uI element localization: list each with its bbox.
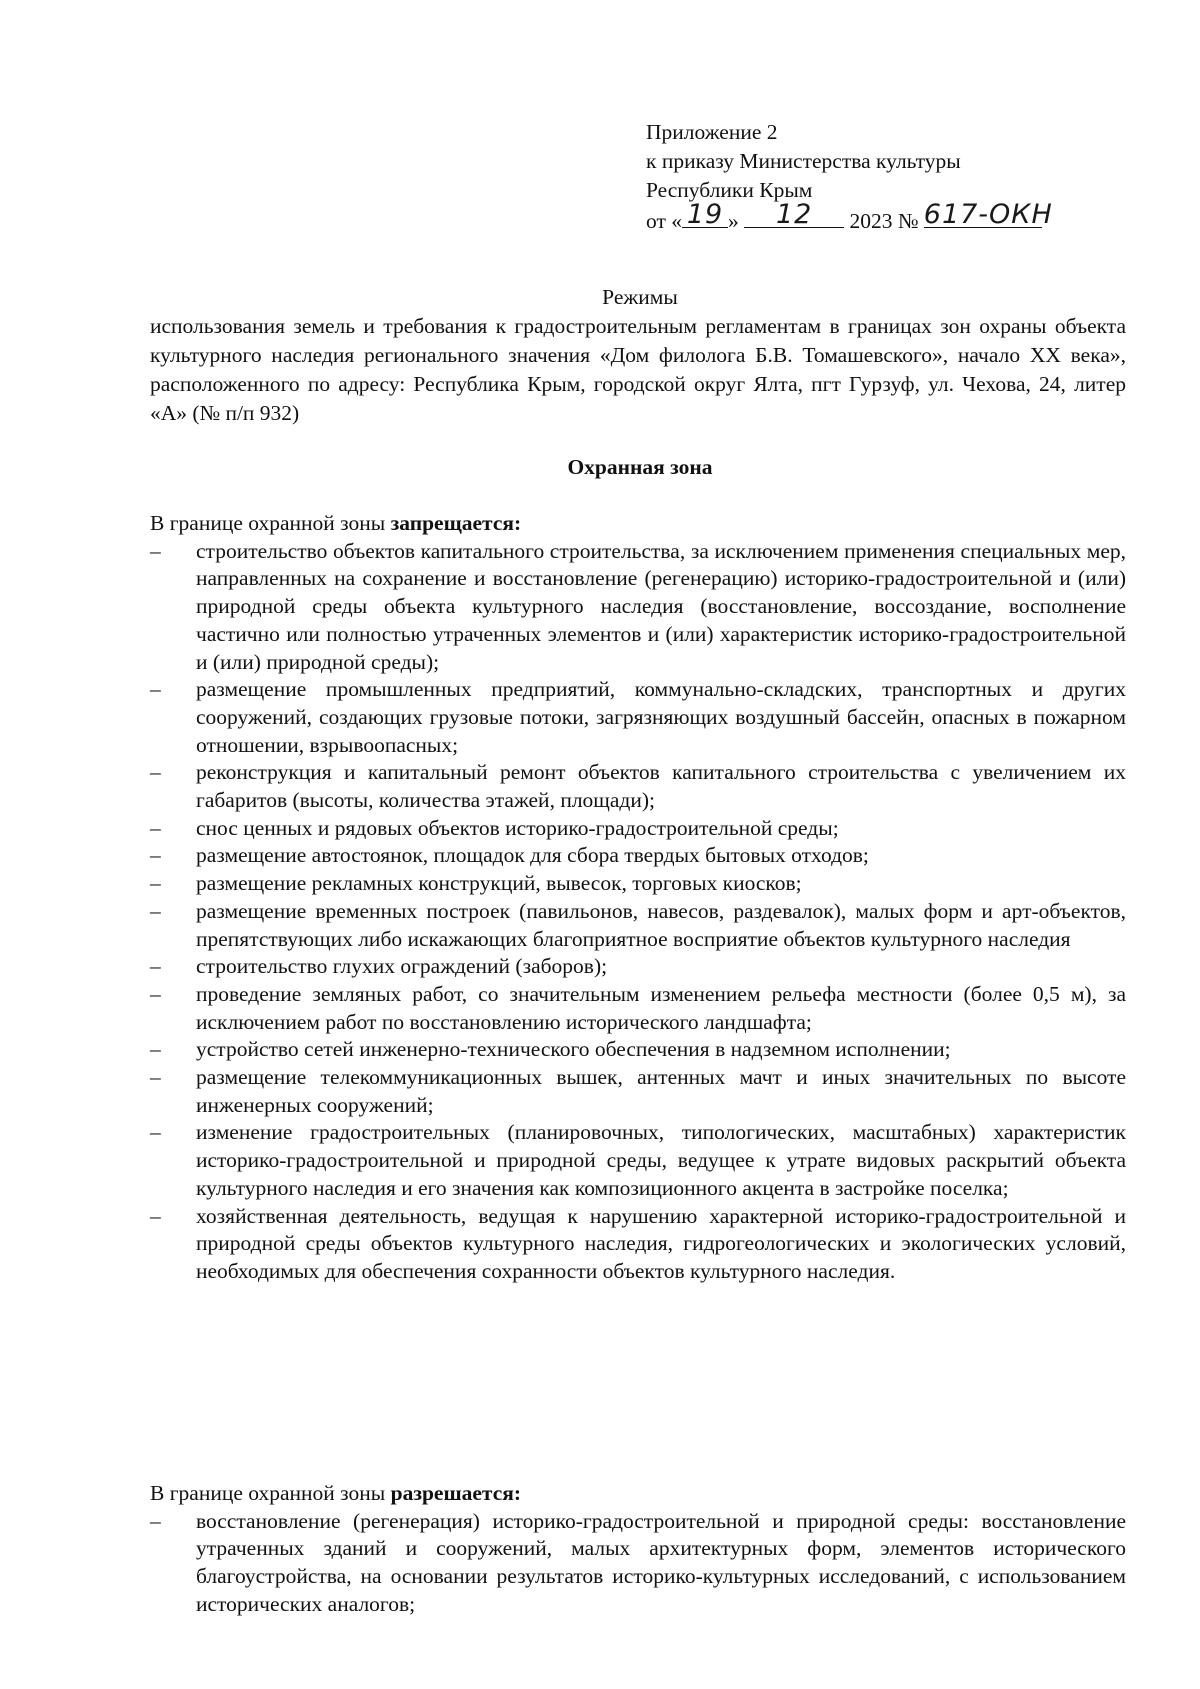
document-title: Режимы	[602, 285, 678, 309]
list-item	[150, 815, 1126, 843]
dash-bullet: –	[150, 1037, 161, 1062]
list-item	[150, 1203, 1126, 1286]
list-item	[150, 981, 1126, 1036]
date-prefix: от «	[646, 209, 682, 233]
permitted-intro-bold: разрешается:	[390, 1481, 522, 1505]
permitted-section	[150, 1480, 1126, 1619]
appendix-header	[646, 118, 1053, 236]
permitted-intro	[150, 1480, 1126, 1508]
list-item	[150, 953, 1126, 981]
list-item-text: восстановление (регенерация) историко-градостроительной и природной среды: восстановление утраченных зданий и сооружений, малых архитектурных форм, элементов исторического благоустройства, на основании результатов историко-культурных исследований, с использованием исторических аналогов;	[196, 1508, 1126, 1616]
document-subtitle: использования земель и требования к градостроительным регламентам в границах зон охраны объекта культурного наследия регионального значения «Дом филолога Б.В. Томашевского», начало XX века», расположенного по адресу: Республика Крым, городской округ Ялта, пгт Гурзуф, ул. Чехова, 24, литер «А» (№ п/п 932)	[150, 314, 1126, 425]
order-date-line	[646, 199, 1053, 236]
date-quote-close: »	[728, 209, 739, 233]
dash-bullet: –	[150, 1508, 161, 1533]
list-item-text: размещение промышленных предприятий, коммунально-складских, транспортных и других сооружений, создающих грузовые потоки, загрязняющих воздушный бассейн, опасных в пожарном отношении, взрывоопасных;	[196, 677, 1126, 757]
list-item-text: размещение телекоммуникационных вышек, антенных мачт и иных значительных по высоте инженерных сооружений;	[196, 1065, 1126, 1117]
prohibited-intro-bold: запрещается:	[390, 511, 522, 535]
date-day-handwritten: 19	[686, 199, 724, 230]
list-item-text: размещение рекламных конструкций, вывесок, торговых киосков;	[196, 871, 802, 896]
list-item-text: размещение временных построек (павильонов, навесов, раздевалок), малых форм и арт-объектов, препятствующих либо искажающих благоприятное восприятие объектов культурного наследия	[196, 898, 1126, 951]
dash-bullet: –	[150, 981, 161, 1006]
list-item-text: хозяйственная деятельность, ведущая к нарушению характерной историко-градостроительной и природной среды объектов культурного наследия, гидрогеологических и экологических условий, необходимых для обеспечения сохранности объектов культурного наследия.	[196, 1203, 1126, 1283]
list-item	[150, 898, 1126, 953]
dash-bullet: –	[150, 1065, 161, 1090]
date-month-handwritten: 12	[775, 199, 813, 230]
dash-bullet: –	[150, 538, 161, 563]
date-year: 2023 №	[849, 209, 919, 233]
permitted-list	[150, 1508, 1126, 1619]
dash-bullet: –	[150, 1120, 161, 1145]
dash-bullet: –	[150, 954, 161, 979]
prohibited-list	[150, 538, 1126, 1286]
prohibited-intro-text: В границе охранной зоны	[150, 511, 391, 535]
list-item-text: реконструкция и капитальный ремонт объектов капитального строительства с увеличением их габаритов (высоты, количества этажей, площади);	[196, 760, 1126, 813]
order-number-handwritten: 617-ОКН	[923, 199, 1053, 230]
dash-bullet: –	[150, 760, 161, 785]
dash-bullet: –	[150, 677, 161, 702]
date-day-field	[682, 199, 728, 230]
list-item-text: размещение автостоянок, площадок для сбора твердых бытовых отходов;	[196, 843, 869, 868]
list-item	[150, 1119, 1126, 1202]
prohibited-section	[150, 510, 1126, 1286]
list-item	[150, 1064, 1126, 1119]
dash-bullet: –	[150, 843, 161, 868]
list-item	[150, 538, 1126, 677]
list-item-text: изменение градостроительных (планировочных, типологических, масштабных) характеристик историко-градостроительной и природной среды, ведущее к утрате видовых раскрытий объекта культурного наследия и его значения как композиционного акцента в застройке поселка;	[196, 1120, 1126, 1200]
list-item	[150, 676, 1126, 759]
dash-bullet: –	[150, 898, 161, 923]
order-number-field	[923, 199, 1053, 230]
date-month-field	[744, 199, 844, 230]
list-item-text: строительство глухих ограждений (заборов);	[196, 954, 608, 979]
dash-bullet: –	[150, 1203, 161, 1228]
prohibited-intro	[150, 510, 1126, 538]
dash-bullet: –	[150, 871, 161, 896]
appendix-label: Приложение 2	[646, 120, 778, 144]
list-item	[150, 870, 1126, 898]
list-item	[150, 1036, 1126, 1064]
republic-name: Республики Крым	[646, 178, 813, 202]
dash-bullet: –	[150, 815, 161, 840]
list-item	[150, 759, 1126, 814]
zone-heading: Охранная зона	[567, 455, 713, 479]
list-item	[150, 1508, 1126, 1619]
list-item-text: строительство объектов капитального строительства, за исключением применения специальных мер, направленных на сохранение и восстановление (регенерацию) историко-градостроительной и (или) природной среды объекта культурного наследия (восстановление, воссоздание, восполнение частично или полностью утраченных элементов и (или) характеристик историко-градостроительной и (или) природной среды);	[196, 538, 1126, 674]
list-item-text: проведение земляных работ, со значительным изменением рельефа местности (более 0,5 м), за исключением работ по восстановлению исторического ландшафта;	[196, 981, 1126, 1034]
order-reference: к приказу Министерства культуры	[646, 149, 961, 173]
list-item-text: снос ценных и рядовых объектов историко-градостроительной среды;	[196, 815, 839, 840]
permitted-intro-text: В границе охранной зоны	[150, 1481, 391, 1505]
list-item-text: устройство сетей инженерно-технического обеспечения в надземном исполнении;	[196, 1037, 951, 1062]
list-item	[150, 842, 1126, 870]
